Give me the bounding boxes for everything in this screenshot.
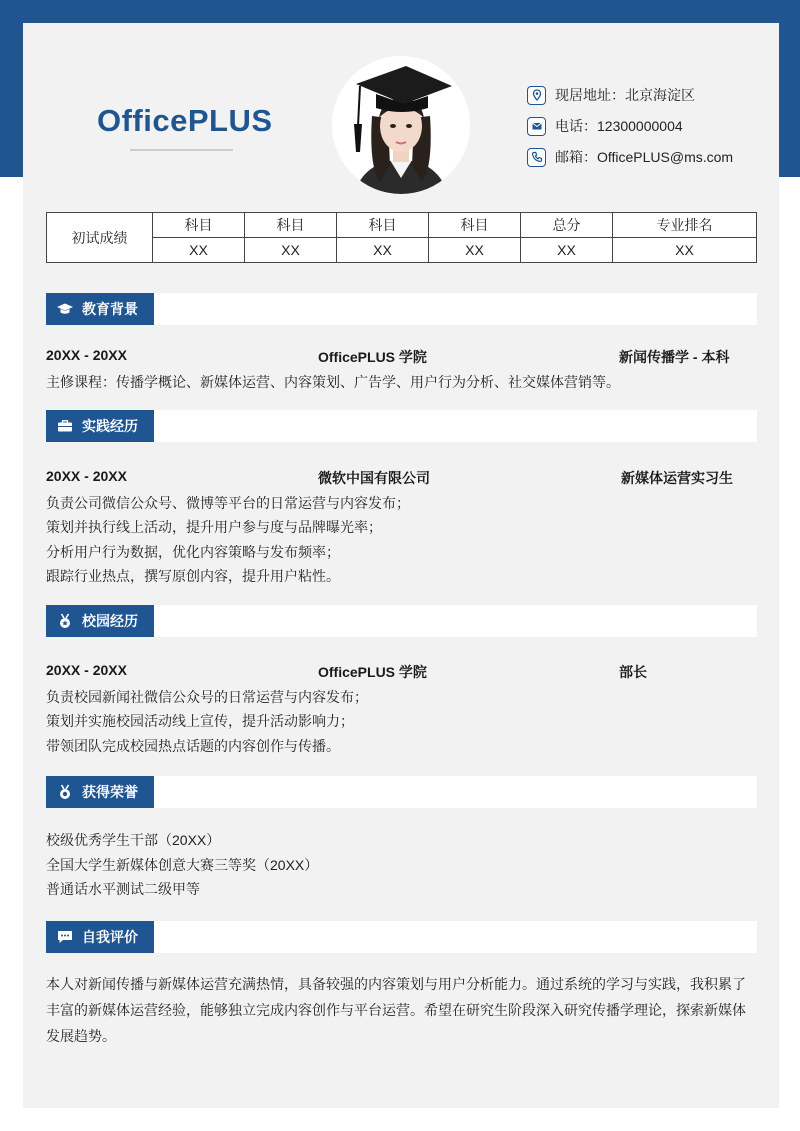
practice-role: 新媒体运营实习生 bbox=[621, 470, 733, 486]
award-icon bbox=[56, 783, 74, 801]
practice-line: 负责公司微信公众号、微博等平台的日常运营与内容发布； bbox=[46, 495, 410, 511]
section-campus-title: 校园经历 bbox=[82, 613, 138, 629]
score-value-cell: XX bbox=[337, 238, 429, 263]
education-row bbox=[46, 347, 757, 367]
education-date: 20XX - 20XX bbox=[46, 347, 127, 363]
graduation-cap-icon bbox=[56, 300, 74, 318]
contact-email-text: 邮箱：OfficePLUS@ms.com bbox=[555, 149, 734, 165]
contact-phone bbox=[527, 116, 683, 136]
education-role: 新闻传播学 - 本科 bbox=[619, 349, 730, 365]
practice-date: 20XX - 20XX bbox=[46, 468, 127, 484]
score-header-cell: 科目 bbox=[337, 213, 429, 238]
section-self-title: 自我评价 bbox=[82, 929, 138, 945]
section-honors-header bbox=[46, 776, 757, 808]
briefcase-icon bbox=[56, 417, 74, 435]
contact-email bbox=[527, 147, 733, 167]
score-value-cell: XX bbox=[613, 238, 757, 263]
score-header-cell: 科目 bbox=[429, 213, 521, 238]
score-header-cell: 总分 bbox=[521, 213, 613, 238]
honor-line: 普通话水平测试二级甲等 bbox=[46, 881, 200, 897]
chat-icon bbox=[56, 928, 74, 946]
practice-line: 分析用户行为数据，优化内容策略与发布频率； bbox=[46, 544, 340, 560]
section-self-header bbox=[46, 921, 757, 953]
location-icon bbox=[527, 86, 546, 105]
practice-row bbox=[46, 468, 757, 488]
score-table bbox=[46, 212, 757, 263]
section-campus-header bbox=[46, 605, 757, 637]
practice-line: 跟踪行业热点，撰写原创内容，提升用户粘性。 bbox=[46, 568, 340, 584]
education-courses: 主修课程：传播学概论、新媒体运营、内容策划、广告学、用户行为分析、社交媒体营销等。 bbox=[46, 374, 620, 390]
section-practice-title: 实践经历 bbox=[82, 418, 138, 434]
campus-line: 策划并实施校园活动线上宣传，提升活动影响力； bbox=[46, 713, 354, 729]
campus-line: 带领团队完成校园热点话题的内容创作与传播。 bbox=[46, 738, 340, 754]
profile-photo bbox=[332, 56, 470, 194]
score-value-cell: XX bbox=[153, 238, 245, 263]
campus-role: 部长 bbox=[619, 664, 647, 680]
practice-line: 策划并执行线上活动，提升用户参与度与品牌曝光率； bbox=[46, 519, 382, 535]
medal-icon bbox=[56, 612, 74, 630]
section-education-tab bbox=[46, 293, 154, 325]
phone-icon bbox=[527, 148, 546, 167]
contact-address bbox=[527, 85, 695, 105]
score-value-cell: XX bbox=[429, 238, 521, 263]
section-education-title: 教育背景 bbox=[82, 301, 138, 317]
section-honors-tab bbox=[46, 776, 154, 808]
self-evaluation-text: 本人对新闻传播与新媒体运营充满热情，具备较强的内容策划与用户分析能力。通过系统的学习与实践，我积累了丰富的新媒体运营经验，能够独立完成内容创作与平台运营。希望在研究生阶段深入研究传播学理论，探索新媒体发展趋势。 bbox=[46, 976, 746, 1044]
honor-line: 校级优秀学生干部（20XX） bbox=[46, 832, 221, 848]
practice-org: 微软中国有限公司 bbox=[318, 470, 430, 486]
score-value-cell: XX bbox=[245, 238, 337, 263]
section-campus-tab bbox=[46, 605, 154, 637]
education-org: OfficePLUS 学院 bbox=[318, 349, 427, 365]
campus-row bbox=[46, 662, 757, 682]
campus-org: OfficePLUS 学院 bbox=[318, 664, 427, 680]
mail-icon bbox=[527, 117, 546, 136]
section-practice-header bbox=[46, 410, 757, 442]
contact-phone-text: 电话：12300000004 bbox=[555, 118, 683, 134]
honor-line: 全国大学生新媒体创意大赛三等奖（20XX） bbox=[46, 857, 319, 873]
campus-date: 20XX - 20XX bbox=[46, 662, 127, 678]
section-practice-tab bbox=[46, 410, 154, 442]
score-value-cell: XX bbox=[521, 238, 613, 263]
brand-logo-text: OfficePLUS bbox=[97, 103, 273, 138]
section-self-tab bbox=[46, 921, 154, 953]
score-header-cell: 科目 bbox=[245, 213, 337, 238]
section-honors-title: 获得荣誉 bbox=[82, 784, 138, 800]
score-header-cell: 科目 bbox=[153, 213, 245, 238]
score-header-cell: 专业排名 bbox=[613, 213, 757, 238]
section-education-header bbox=[46, 293, 757, 325]
score-table-label: 初试成绩 bbox=[47, 213, 153, 263]
campus-line: 负责校园新闻社微信公众号的日常运营与内容发布； bbox=[46, 689, 368, 705]
brand-underline bbox=[130, 149, 233, 151]
contact-address-text: 现居地址：北京海淀区 bbox=[555, 87, 695, 103]
